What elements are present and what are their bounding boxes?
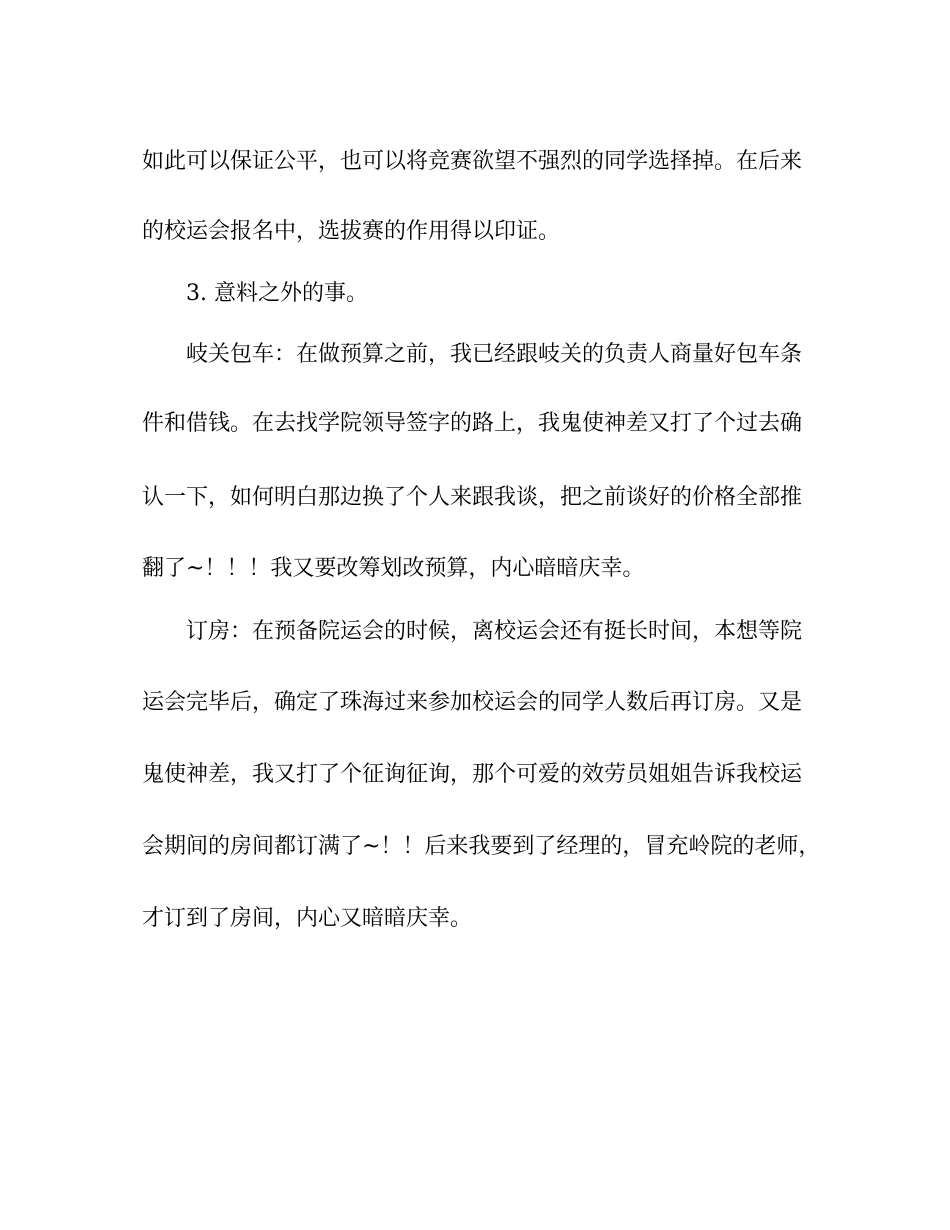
text-line: 运会完毕后，确定了珠海过来参加校运会的同学人数后再订房。又是 <box>142 690 803 715</box>
text-line: 如此可以保证公平，也可以将竞赛欲望不强烈的同学选择掉。在后来 <box>142 149 803 174</box>
text-line: 翻了~！！！我又要改筹划改预算，内心暗暗庆幸。 <box>142 556 645 581</box>
text-line: 鬼使神差，我又打了个征询征询，那个可爱的效劳员姐姐告诉我校运 <box>142 762 803 787</box>
text-line: 才订到了房间，内心又暗暗庆幸。 <box>142 906 473 931</box>
text-line: 订房：在预备院运会的时候，离校运会还有挺长时间，本想等院 <box>186 619 803 644</box>
section-heading: 3. 意料之外的事。 <box>186 281 368 306</box>
text-line: 的校运会报名中，选拔赛的作用得以印证。 <box>142 219 561 244</box>
text-line: 认一下，如何明白那边换了个人来跟我谈，把之前谈好的价格全部推 <box>142 485 803 510</box>
text-line: 岐关包车：在做预算之前，我已经跟岐关的负责人商量好包车条 <box>186 342 803 367</box>
text-line: 会期间的房间都订满了~！！后来我要到了经理的，冒充岭院的老师， <box>142 834 821 859</box>
text-line: 件和借钱。在去找学院领导签字的路上，我鬼使神差又打了个过去确 <box>142 411 803 436</box>
